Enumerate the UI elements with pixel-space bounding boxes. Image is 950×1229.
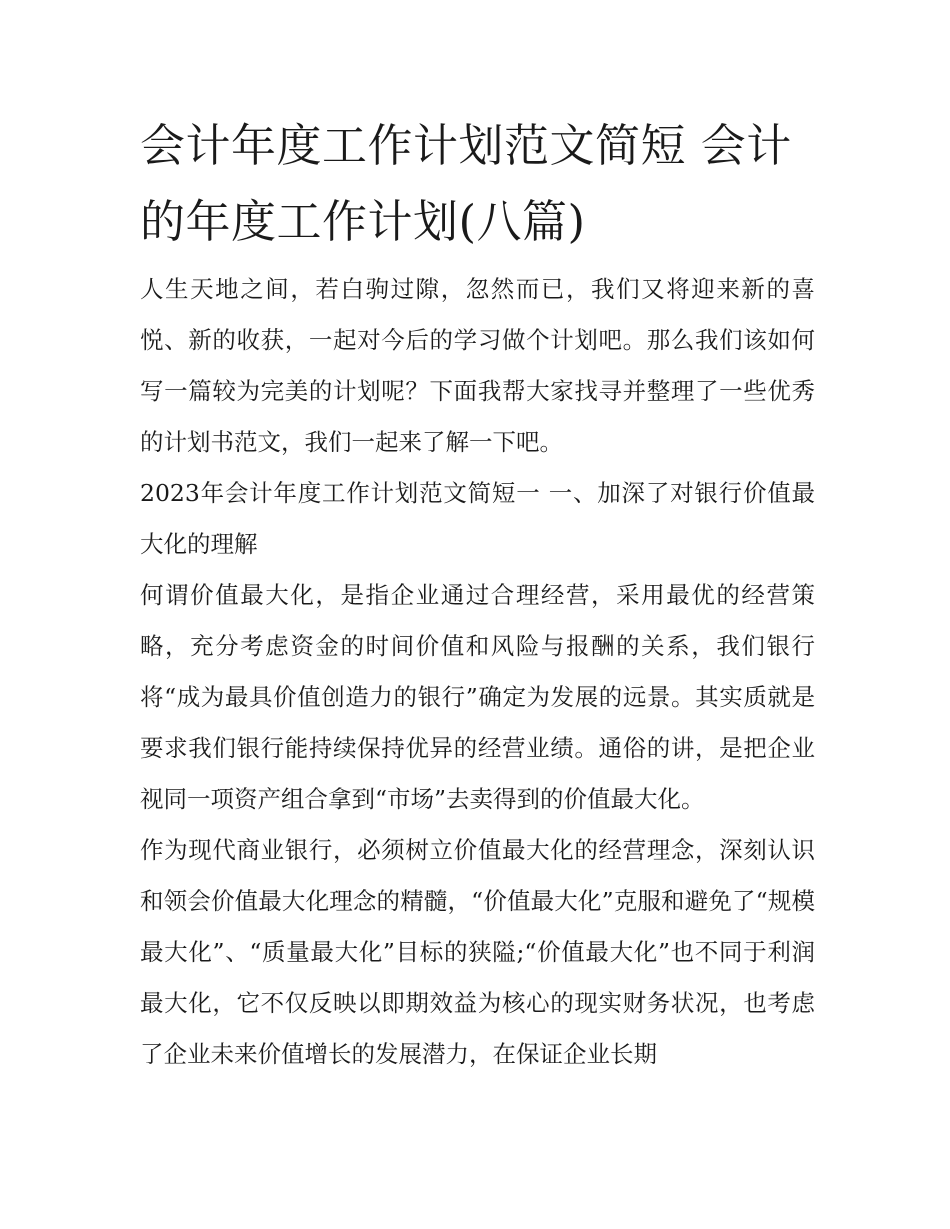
document-page bbox=[140, 108, 815, 1080]
document-title: 会计年度工作计划范文简短 会计的年度工作计划(八篇) bbox=[140, 119, 792, 248]
intro-paragraph: 人生天地之间，若白驹过隙，忽然而已，我们又将迎来新的喜悦、新的收获，一起对今后的学习做个计划吧。那么我们该如何写一篇较为完美的计划呢？下面我帮大家找寻并整理了一些优秀的计划书范文，我们一起来了解一下吧。 bbox=[140, 275, 815, 456]
body-paragraph: 何谓价值最大化，是指企业通过合理经营，采用最优的经营策略，充分考虑资金的时间价值和风险与报酬的关系，我们银行将“成为最具价值创造力的银行”确定为发展的远景。其实质就是要求我们银行能持续保持优异的经营业绩。通俗的讲，是把企业视同一项资产组合拿到“市场”去卖得到的价值最大化。 bbox=[140, 581, 815, 813]
section-heading: 2023年会计年度工作计划范文简短一 一、加深了对银行价值最大化的理解 bbox=[140, 479, 815, 558]
body-paragraph: 作为现代商业银行，必须树立价值最大化的经营理念，深刻认识和领会价值最大化理念的精髓，“价值最大化”克服和避免了“规模最大化”、“质量最大化”目标的狭隘;“价值最大化”也不同于利润最大化，它不仅反映以即期效益为核心的现实财务状况，也考虑了企业未来价值增长的发展潜力，在保证企业长期 bbox=[140, 836, 815, 1068]
